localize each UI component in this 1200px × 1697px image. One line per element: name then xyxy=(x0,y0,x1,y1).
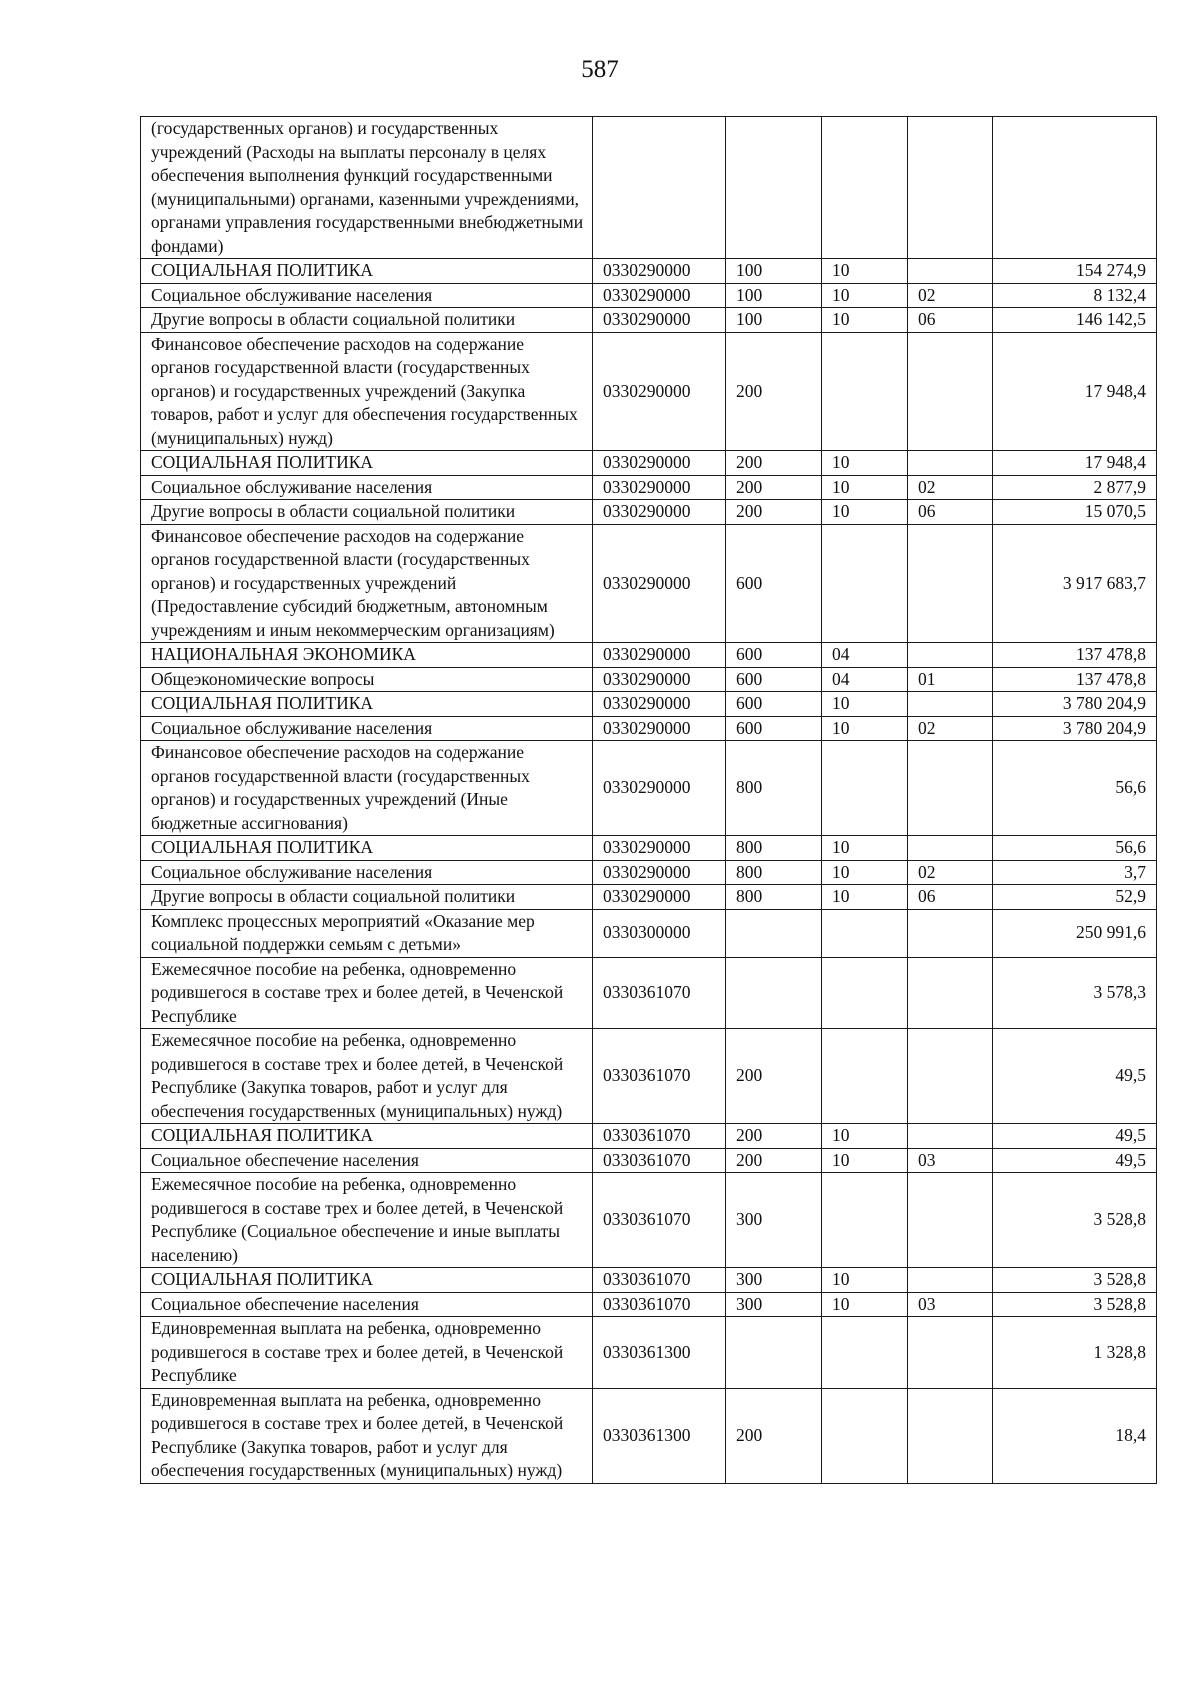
table-row xyxy=(141,1317,1157,1389)
cell-name: Социальное обеспечение населения xyxy=(141,1148,593,1173)
cell-target-article: 0330290000 xyxy=(593,451,726,476)
cell-subsection xyxy=(908,259,993,284)
cell-name: Финансовое обеспечение расходов на содержание органов государственной власти (государственных органов) и государственных учреждений (Предоставление субсидий бюджетным, автономным учреждениям и иным некоммерческим организациям) xyxy=(141,524,593,643)
cell-amount: 17 948,4 xyxy=(993,332,1157,451)
cell-expense-type: 100 xyxy=(726,283,822,308)
cell-target-article: 0330290000 xyxy=(593,885,726,910)
cell-section: 10 xyxy=(822,500,908,525)
cell-target-article: 0330290000 xyxy=(593,692,726,717)
table-row xyxy=(141,524,1157,643)
table-row xyxy=(141,643,1157,668)
cell-expense-type xyxy=(726,1317,822,1389)
cell-section: 10 xyxy=(822,451,908,476)
table-row xyxy=(141,1173,1157,1268)
cell-expense-type: 200 xyxy=(726,1124,822,1149)
cell-expense-type: 800 xyxy=(726,860,822,885)
cell-target-article: 0330361070 xyxy=(593,1148,726,1173)
cell-section xyxy=(822,117,908,259)
cell-subsection xyxy=(908,332,993,451)
cell-expense-type: 600 xyxy=(726,716,822,741)
cell-subsection xyxy=(908,524,993,643)
cell-name: Другие вопросы в области социальной политики xyxy=(141,885,593,910)
cell-subsection: 02 xyxy=(908,860,993,885)
cell-expense-type xyxy=(726,957,822,1029)
cell-subsection xyxy=(908,692,993,717)
table-row xyxy=(141,692,1157,717)
cell-section: 04 xyxy=(822,667,908,692)
cell-section xyxy=(822,524,908,643)
table-row xyxy=(141,667,1157,692)
cell-section: 10 xyxy=(822,885,908,910)
cell-amount: 17 948,4 xyxy=(993,451,1157,476)
table-row xyxy=(141,1388,1157,1483)
cell-section xyxy=(822,909,908,957)
cell-target-article: 0330361070 xyxy=(593,1173,726,1268)
cell-amount: 56,6 xyxy=(993,741,1157,836)
cell-section: 10 xyxy=(822,1292,908,1317)
cell-subsection: 06 xyxy=(908,500,993,525)
cell-target-article: 0330290000 xyxy=(593,643,726,668)
page-number: 587 xyxy=(581,56,619,83)
table-row xyxy=(141,957,1157,1029)
budget-table xyxy=(140,116,1157,1484)
cell-amount xyxy=(993,117,1157,259)
table-row xyxy=(141,500,1157,525)
cell-subsection: 02 xyxy=(908,475,993,500)
cell-section: 10 xyxy=(822,860,908,885)
cell-target-article: 0330290000 xyxy=(593,524,726,643)
cell-amount: 3 528,8 xyxy=(993,1268,1157,1293)
cell-expense-type: 600 xyxy=(726,667,822,692)
cell-target-article: 0330290000 xyxy=(593,716,726,741)
cell-section xyxy=(822,1029,908,1124)
cell-section xyxy=(822,741,908,836)
cell-name: Ежемесячное пособие на ребенка, одновременно родившегося в составе трех и более детей, в Чеченской Республике (Социальное обеспечение и иные выплаты населению) xyxy=(141,1173,593,1268)
cell-section: 10 xyxy=(822,259,908,284)
cell-amount: 137 478,8 xyxy=(993,643,1157,668)
cell-section: 10 xyxy=(822,308,908,333)
cell-target-article: 0330361300 xyxy=(593,1317,726,1389)
cell-subsection xyxy=(908,1173,993,1268)
cell-expense-type: 800 xyxy=(726,885,822,910)
cell-target-article: 0330300000 xyxy=(593,909,726,957)
table-row xyxy=(141,909,1157,957)
cell-target-article: 0330290000 xyxy=(593,836,726,861)
cell-section: 10 xyxy=(822,1124,908,1149)
cell-target-article: 0330290000 xyxy=(593,259,726,284)
cell-expense-type: 200 xyxy=(726,1148,822,1173)
cell-name: Другие вопросы в области социальной политики xyxy=(141,500,593,525)
table-row xyxy=(141,1292,1157,1317)
cell-amount: 3 780 204,9 xyxy=(993,692,1157,717)
cell-expense-type: 200 xyxy=(726,475,822,500)
cell-name: Финансовое обеспечение расходов на содержание органов государственной власти (государственных органов) и государственных учреждений (Закупка товаров, работ и услуг для обеспечения государственных (муниципальных) нужд) xyxy=(141,332,593,451)
cell-amount: 8 132,4 xyxy=(993,283,1157,308)
cell-name: Социальное обслуживание населения xyxy=(141,283,593,308)
cell-section xyxy=(822,1173,908,1268)
cell-amount: 3 528,8 xyxy=(993,1292,1157,1317)
cell-amount: 49,5 xyxy=(993,1148,1157,1173)
cell-name: Общеэкономические вопросы xyxy=(141,667,593,692)
table-row xyxy=(141,475,1157,500)
cell-section: 10 xyxy=(822,716,908,741)
cell-subsection: 06 xyxy=(908,885,993,910)
cell-amount: 3 528,8 xyxy=(993,1173,1157,1268)
cell-name: СОЦИАЛЬНАЯ ПОЛИТИКА xyxy=(141,451,593,476)
table-row xyxy=(141,860,1157,885)
cell-subsection xyxy=(908,1388,993,1483)
table-row xyxy=(141,885,1157,910)
cell-expense-type: 200 xyxy=(726,500,822,525)
cell-target-article: 0330361070 xyxy=(593,1292,726,1317)
cell-name: Финансовое обеспечение расходов на содержание органов государственной власти (государственных органов) и государственных учреждений (Иные бюджетные ассигнования) xyxy=(141,741,593,836)
cell-target-article: 0330290000 xyxy=(593,667,726,692)
table-row xyxy=(141,1124,1157,1149)
cell-target-article: 0330361070 xyxy=(593,957,726,1029)
table-row xyxy=(141,308,1157,333)
cell-name: Социальное обслуживание населения xyxy=(141,860,593,885)
cell-expense-type xyxy=(726,117,822,259)
cell-amount: 154 274,9 xyxy=(993,259,1157,284)
cell-amount: 2 877,9 xyxy=(993,475,1157,500)
cell-name: Ежемесячное пособие на ребенка, одновременно родившегося в составе трех и более детей, в Чеченской Республике xyxy=(141,957,593,1029)
cell-expense-type: 800 xyxy=(726,836,822,861)
cell-expense-type: 100 xyxy=(726,308,822,333)
cell-target-article: 0330290000 xyxy=(593,475,726,500)
table-row xyxy=(141,332,1157,451)
cell-target-article: 0330290000 xyxy=(593,860,726,885)
cell-target-article: 0330361070 xyxy=(593,1124,726,1149)
cell-section: 10 xyxy=(822,283,908,308)
table-row xyxy=(141,1268,1157,1293)
cell-name: (государственных органов) и государственных учреждений (Расходы на выплаты персоналу в целях обеспечения выполнения функций государственными (муниципальными) органами, казенными учреждениями, органами управления государственными внебюджетными фондами) xyxy=(141,117,593,259)
cell-name: Единовременная выплата на ребенка, одновременно родившегося в составе трех и более детей, в Чеченской Республике xyxy=(141,1317,593,1389)
cell-name: Социальное обеспечение населения xyxy=(141,1292,593,1317)
cell-expense-type: 600 xyxy=(726,643,822,668)
cell-amount: 49,5 xyxy=(993,1029,1157,1124)
table-row xyxy=(141,716,1157,741)
cell-amount: 146 142,5 xyxy=(993,308,1157,333)
cell-amount: 52,9 xyxy=(993,885,1157,910)
cell-expense-type: 200 xyxy=(726,1029,822,1124)
table-row xyxy=(141,451,1157,476)
cell-name: Социальное обслуживание населения xyxy=(141,716,593,741)
table-row xyxy=(141,1148,1157,1173)
cell-amount: 49,5 xyxy=(993,1124,1157,1149)
cell-target-article: 0330290000 xyxy=(593,283,726,308)
cell-name: Комплекс процессных мероприятий «Оказание мер социальной поддержки семьям с детьми» xyxy=(141,909,593,957)
cell-name: Социальное обслуживание населения xyxy=(141,475,593,500)
table-row xyxy=(141,283,1157,308)
cell-subsection xyxy=(908,451,993,476)
cell-amount: 15 070,5 xyxy=(993,500,1157,525)
cell-subsection xyxy=(908,1317,993,1389)
cell-amount: 56,6 xyxy=(993,836,1157,861)
cell-subsection: 03 xyxy=(908,1148,993,1173)
table-row xyxy=(141,117,1157,259)
cell-subsection: 01 xyxy=(908,667,993,692)
cell-amount: 137 478,8 xyxy=(993,667,1157,692)
cell-name: Единовременная выплата на ребенка, одновременно родившегося в составе трех и более детей, в Чеченской Республике (Закупка товаров, работ и услуг для обеспечения государственных (муниципальных) нужд) xyxy=(141,1388,593,1483)
cell-target-article: 0330290000 xyxy=(593,500,726,525)
cell-expense-type: 600 xyxy=(726,692,822,717)
cell-subsection: 06 xyxy=(908,308,993,333)
cell-subsection xyxy=(908,643,993,668)
cell-subsection xyxy=(908,909,993,957)
cell-target-article: 0330290000 xyxy=(593,308,726,333)
table-row xyxy=(141,1029,1157,1124)
cell-name: Ежемесячное пособие на ребенка, одновременно родившегося в составе трех и более детей, в Чеченской Республике (Закупка товаров, работ и услуг для обеспечения государственных (муниципальных) нужд) xyxy=(141,1029,593,1124)
cell-name: СОЦИАЛЬНАЯ ПОЛИТИКА xyxy=(141,259,593,284)
cell-expense-type: 800 xyxy=(726,741,822,836)
cell-target-article: 0330290000 xyxy=(593,741,726,836)
cell-subsection xyxy=(908,1029,993,1124)
cell-amount: 3,7 xyxy=(993,860,1157,885)
cell-section xyxy=(822,1317,908,1389)
cell-expense-type: 600 xyxy=(726,524,822,643)
cell-subsection xyxy=(908,836,993,861)
cell-section xyxy=(822,332,908,451)
cell-expense-type xyxy=(726,909,822,957)
cell-section xyxy=(822,957,908,1029)
cell-amount: 250 991,6 xyxy=(993,909,1157,957)
cell-expense-type: 300 xyxy=(726,1268,822,1293)
cell-expense-type: 200 xyxy=(726,332,822,451)
cell-name: СОЦИАЛЬНАЯ ПОЛИТИКА xyxy=(141,1268,593,1293)
cell-name: СОЦИАЛЬНАЯ ПОЛИТИКА xyxy=(141,692,593,717)
cell-section: 10 xyxy=(822,1148,908,1173)
cell-amount: 3 917 683,7 xyxy=(993,524,1157,643)
cell-subsection xyxy=(908,117,993,259)
cell-section xyxy=(822,1388,908,1483)
cell-subsection: 02 xyxy=(908,716,993,741)
table-row xyxy=(141,741,1157,836)
cell-target-article: 0330361300 xyxy=(593,1388,726,1483)
cell-section: 10 xyxy=(822,1268,908,1293)
cell-subsection xyxy=(908,957,993,1029)
cell-section: 10 xyxy=(822,692,908,717)
cell-target-article xyxy=(593,117,726,259)
cell-expense-type: 200 xyxy=(726,1388,822,1483)
cell-amount: 18,4 xyxy=(993,1388,1157,1483)
cell-name: НАЦИОНАЛЬНАЯ ЭКОНОМИКА xyxy=(141,643,593,668)
cell-target-article: 0330361070 xyxy=(593,1029,726,1124)
cell-section: 04 xyxy=(822,643,908,668)
cell-amount: 3 578,3 xyxy=(993,957,1157,1029)
cell-subsection xyxy=(908,741,993,836)
cell-expense-type: 300 xyxy=(726,1173,822,1268)
cell-expense-type: 300 xyxy=(726,1292,822,1317)
cell-section: 10 xyxy=(822,836,908,861)
cell-amount: 1 328,8 xyxy=(993,1317,1157,1389)
cell-subsection: 02 xyxy=(908,283,993,308)
cell-subsection xyxy=(908,1124,993,1149)
cell-expense-type: 100 xyxy=(726,259,822,284)
table-row xyxy=(141,836,1157,861)
cell-name: СОЦИАЛЬНАЯ ПОЛИТИКА xyxy=(141,836,593,861)
budget-table-body xyxy=(141,117,1157,1484)
cell-subsection xyxy=(908,1268,993,1293)
table-row xyxy=(141,259,1157,284)
cell-section: 10 xyxy=(822,475,908,500)
cell-amount: 3 780 204,9 xyxy=(993,716,1157,741)
cell-name: СОЦИАЛЬНАЯ ПОЛИТИКА xyxy=(141,1124,593,1149)
cell-expense-type: 200 xyxy=(726,451,822,476)
cell-target-article: 0330290000 xyxy=(593,332,726,451)
cell-target-article: 0330361070 xyxy=(593,1268,726,1293)
cell-name: Другие вопросы в области социальной политики xyxy=(141,308,593,333)
cell-subsection: 03 xyxy=(908,1292,993,1317)
